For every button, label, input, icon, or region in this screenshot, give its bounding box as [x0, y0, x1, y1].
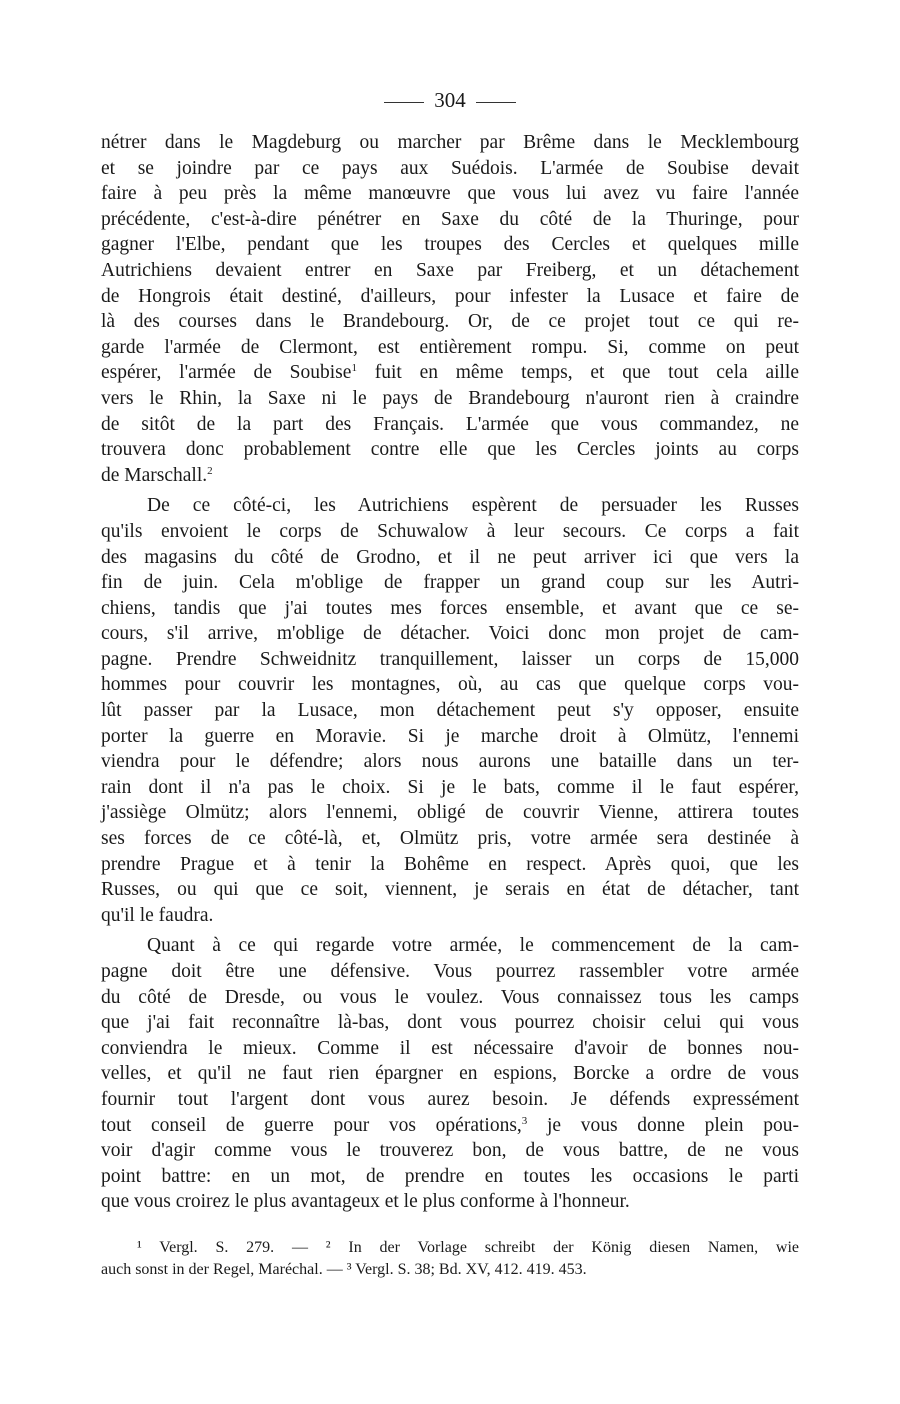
- text-line: nétrer dans le Magdeburg ou marcher par Brême dans le Mecklembourg: [101, 132, 799, 153]
- text-line: pagne. Prendre Schweidnitz tranquillement, laisser un corps de 15,000: [101, 648, 799, 670]
- text-line: [101, 463, 799, 489]
- text-line: là des courses dans le Brandebourg. Or, de ce projet tout ce qui re-: [101, 311, 799, 333]
- text-line: qu'il le faudra.: [101, 904, 214, 926]
- text-line: précédente, c'est-à-dire pénétrer en Saxe du côté de la Thuringe, pour: [101, 208, 799, 230]
- footnote-marker: 1: [351, 362, 357, 375]
- text-fragment: tout conseil de guerre pour vos opérations,: [101, 1114, 522, 1136]
- page-header: [0, 86, 900, 114]
- paragraph-1: [101, 130, 799, 488]
- text-line: [101, 1113, 799, 1139]
- text-line: Russes, ou qui que ce soit, viennent, je serais en état de détacher, tant: [101, 879, 799, 901]
- text-line: viendra pour le défendre; alors nous aurons une bataille dans un ter-: [101, 751, 799, 773]
- text-line: gagner l'Elbe, pendant que les troupes des Cercles et quelques mille: [101, 234, 799, 256]
- text-line: qu'ils envoient le corps de Schuwalow à leur secours. Ce corps a fait: [101, 520, 799, 542]
- footnotes: [101, 1237, 799, 1281]
- text-fragment: espérer, l'armée de Soubise: [101, 362, 352, 384]
- text-line: de Hongrois était destiné, d'ailleurs, pour infester la Lusace et faire de: [101, 285, 799, 307]
- header-dash-right: [476, 102, 516, 103]
- text-line: Quant à ce qui regarde votre armée, le commencement de la cam-: [147, 935, 799, 957]
- text-line: porter la guerre en Moravie. Si je marche droit à Olmütz, l'ennemi: [101, 725, 799, 747]
- text-line: des magasins du côté de Grodno, et il ne peut arriver ici que vers la: [101, 546, 799, 568]
- text-line: de sitôt de la part des Français. L'armée que vous commandez, ne: [101, 413, 799, 435]
- footnote-marker: 3: [521, 1114, 528, 1127]
- text-line: trouvera donc probablement contre elle que les Cercles joints au corps: [101, 439, 799, 461]
- text-line: voir d'agir comme vous le trouverez bon, de vous battre, de ne vous: [101, 1140, 799, 1162]
- text-line: cours, s'il arrive, m'oblige de détacher. Voici donc mon projet de cam-: [101, 623, 799, 645]
- page-number: 304: [434, 88, 466, 112]
- text-line: hommes pour couvrir les montagnes, où, au cas que quelque corps vou-: [101, 674, 799, 696]
- text-line: [101, 360, 799, 386]
- text-line: que vous croirez le plus avantageux et le plus conforme à l'honneur.: [101, 1191, 630, 1213]
- text-line: prendre Prague et à tenir la Bohême en respect. Après quoi, que les: [101, 853, 799, 875]
- body-text: [101, 130, 799, 1215]
- text-line: lût passer par la Lusace, mon détachement peut s'y opposer, ensuite: [101, 700, 799, 722]
- text-line: j'assiège Olmütz; alors l'ennemi, obligé de couvrir Vienne, attirera toutes: [101, 802, 799, 824]
- text-line: velles, et qu'il ne faut rien épargner en espions, Borcke a ordre de vous: [101, 1063, 799, 1085]
- text-line: pagne doit être une défensive. Vous pourrez rassembler votre armée: [101, 961, 799, 982]
- footnote-marker: 2: [207, 464, 213, 477]
- text-line: garde l'armée de Clermont, est entièrement rompu. Si, comme on peut: [101, 336, 799, 358]
- footnote-line: auch sonst in der Regel, Maréchal. — ³ Vergl. S. 38; Bd. XV, 412. 419. 453.: [101, 1261, 587, 1278]
- text-line: faire à peu près la même manœuvre que vous lui avez vu faire l'année: [101, 183, 799, 205]
- text-line: point battre: en un mot, de prendre en toutes les occasions le parti: [101, 1165, 799, 1187]
- text-fragment: fuit en même temps, et que tout cela aille: [356, 362, 800, 384]
- paragraph-2: [101, 493, 799, 928]
- text-line: que j'ai fait reconnaître là-bas, dont vous pourrez choisir celui qui vous: [101, 1012, 799, 1034]
- text-line: ses forces de ce côté-là, et, Olmütz pris, votre armée sera destinée à: [101, 828, 799, 850]
- text-line: vers le Rhin, la Saxe ni le pays de Brandebourg n'auront rien à craindre: [101, 387, 799, 409]
- text-line: Autrichiens devaient entrer en Saxe par Freiberg, et un détachement: [101, 259, 799, 281]
- text-line: chiens, tandis que j'ai toutes mes forces ensemble, et avant que ce se-: [101, 597, 799, 619]
- text-line: rain dont il n'a pas le choix. Si je le bats, comme il le faut espérer,: [101, 776, 799, 798]
- footnote-line: ¹ Vergl. S. 279. — ² In der Vorlage schreibt der König diesen Namen, wie: [137, 1239, 799, 1256]
- paragraph-3: [101, 933, 799, 1215]
- text-line: conviendra le mieux. Comme il est nécessaire d'avoir de bonnes nou-: [101, 1037, 799, 1059]
- text-line: fin de juin. Cela m'oblige de frapper un grand coup sur les Autri-: [101, 572, 799, 594]
- text-line: et se joindre par ce pays aux Suédois. L'armée de Soubise devait: [101, 157, 799, 179]
- text-line: fournir tout l'argent dont vous aurez besoin. Je défends expressément: [101, 1088, 799, 1110]
- text-fragment: de Marschall.: [101, 464, 208, 486]
- header-dash-left: [384, 102, 424, 103]
- text-line: du côté de Dresde, ou vous le voulez. Vous connaissez tous les camps: [101, 986, 799, 1008]
- text-fragment: je vous donne plein pou-: [527, 1114, 799, 1136]
- text-line: De ce côté-ci, les Autrichiens espèrent de persuader les Russes: [147, 495, 799, 517]
